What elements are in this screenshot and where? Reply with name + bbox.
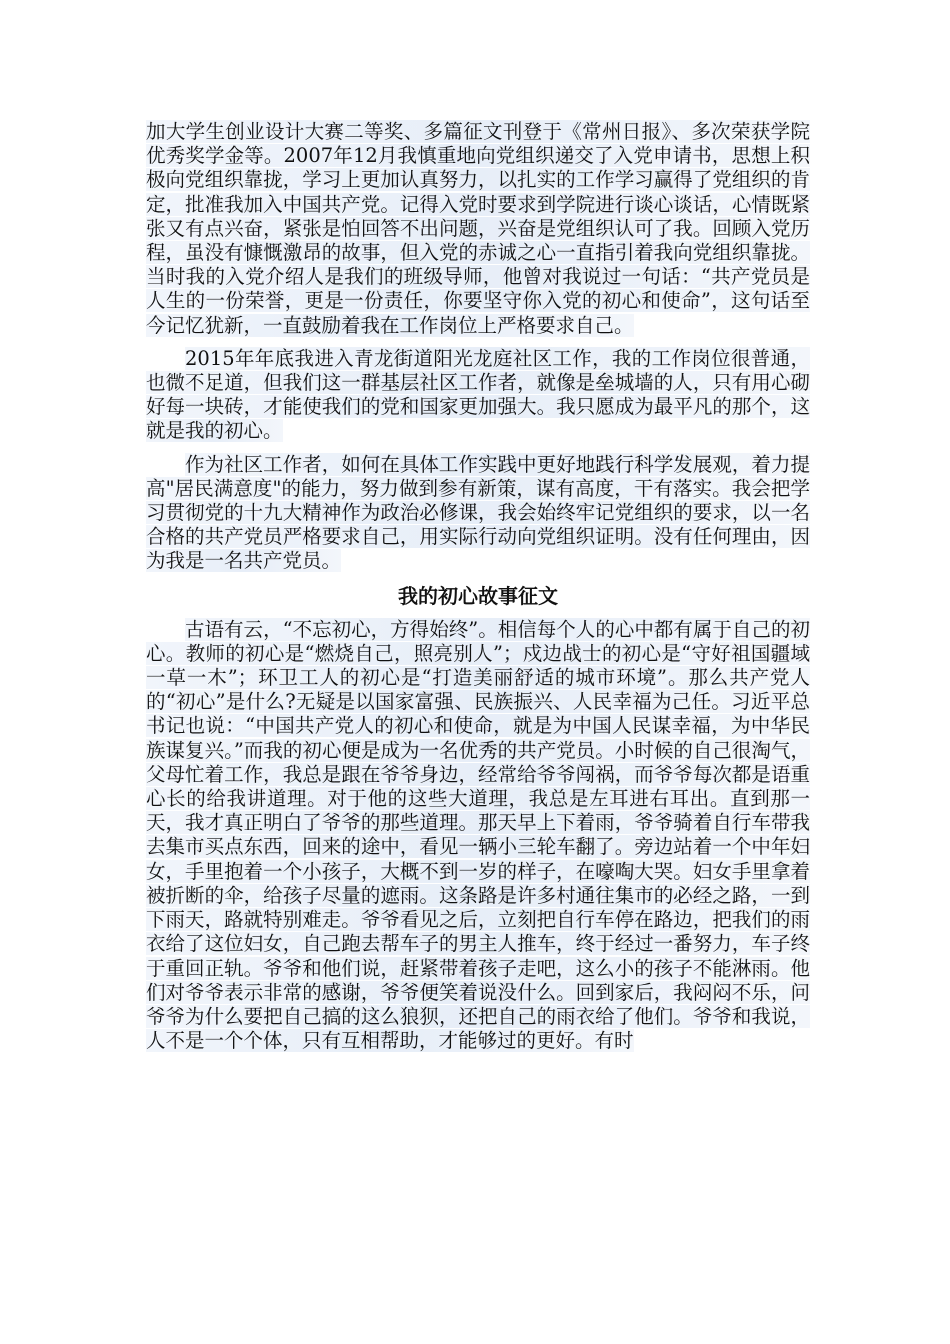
paragraph-text: 2015年年底我进入青龙街道阳光龙庭社区工作，我的工作岗位很普通，也微不足道，但我们这一群基层社区工作者，就像是垒城墙的人，只有用心砌好每一块砖，才能使我们的党和国家更加强大。我只愿成为最平凡的那个，这就是我的初心。 — [146, 346, 810, 443]
document-body — [146, 120, 810, 1062]
paragraph-text: 作为社区工作者，如何在具体工作实践中更好地践行科学发展观，着力提高"居民满意度"的能力，努力做到参有新策，谋有高度，干有落实。我会把学习贯彻党的十九大精神作为政治必修课，我会始终牢记党组织的要求，以一名合格的共产党员严格要求自己，用实际行动向党组织证明。没有任何理由，因为我是一名共产党员。 — [146, 452, 810, 573]
essay-title: 我的初心故事征文 — [398, 583, 558, 608]
paragraph-community-work — [146, 347, 810, 444]
paragraph-party-application — [146, 120, 810, 338]
paragraph-community-worker-commitment — [146, 453, 810, 574]
paragraph-essay-body — [146, 618, 810, 1054]
paragraph-text: 古语有云，“不忘初心，方得始终”。相信每个人的心中都有属于自己的初心。教师的初心是“燃烧自己，照亮别人”；戍边战士的初心是“守好祖国疆域一草一木”；环卫工人的初心是“打造美丽舒适的城市环境”。那么共产党人的“初心”是什么?无疑是以国家富强、民族振兴、人民幸福为己任。习近平总书记也说：“中国共产党人的初心和使命，就是为中国人民谋幸福，为中华民族谋复兴。”而我的初心便是成为一名优秀的共产党员。小时候的自己很淘气，父母忙着工作，我总是跟在爷爷身边，经常给爷爷闯祸，而爷爷每次都是语重心长的给我讲道理。对于他的这些大道理，我总是左耳进右耳出。直到那一天，我才真正明白了爷爷的那些道理。那天早上下着雨，爷爷骑着自行车带我去集市买点东西，回来的途中，看见一辆小三轮车翻了。旁边站着一个中年妇女，手里抱着一个小孩子，大概不到一岁的样子，在嚎啕大哭。妇女手里拿着被折断的伞，给孩子尽量的遮雨。这条路是许多村通往集市的必经之路，一到下雨天，路就特别难走。爷爷看见之后，立刻把自行车停在路边，把我们的雨衣给了这位妇女，自己跑去帮车子的男主人推车，终于经过一番努力，车子终于重回正轨。爷爷和他们说，赶紧带着孩子走吧，这么小的孩子不能淋雨。他们对爷爷表示非常的感谢，爷爷便笑着说没什么。回到家后，我闷闷不乐，问爷爷为什么要把自己搞的这么狼狈，还把自己的雨衣给了他们。爷爷和我说，人不是一个个体，只有互相帮助，才能够过的更好。有时 — [146, 617, 810, 1053]
paragraph-text: 加大学生创业设计大赛二等奖、多篇征文刊登于《常州日报》、多次荣获学院优秀奖学金等。2007年12月我慎重地向党组织递交了入党申请书，思想上积极向党组织靠拢，学习上更加认真努力，以扎实的工作学习赢得了党组织的肯定，批准我加入中国共产党。记得入党时要求到学院进行谈心谈话，心情既紧张又有点兴奋，紧张是怕回答不出问题，兴奋是党组织认可了我。回顾入党历程，虽没有慷慨激昂的故事，但入党的赤诚之心一直指引着我向党组织靠拢。当时我的入党介绍人是我们的班级导师，他曾对我说过一句话：“共产党员是人生的一份荣誉，更是一份责任，你要坚守你入党的初心和使命”，这句话至今记忆犹新，一直鼓励着我在工作岗位上严格要求自己。 — [146, 120, 810, 337]
